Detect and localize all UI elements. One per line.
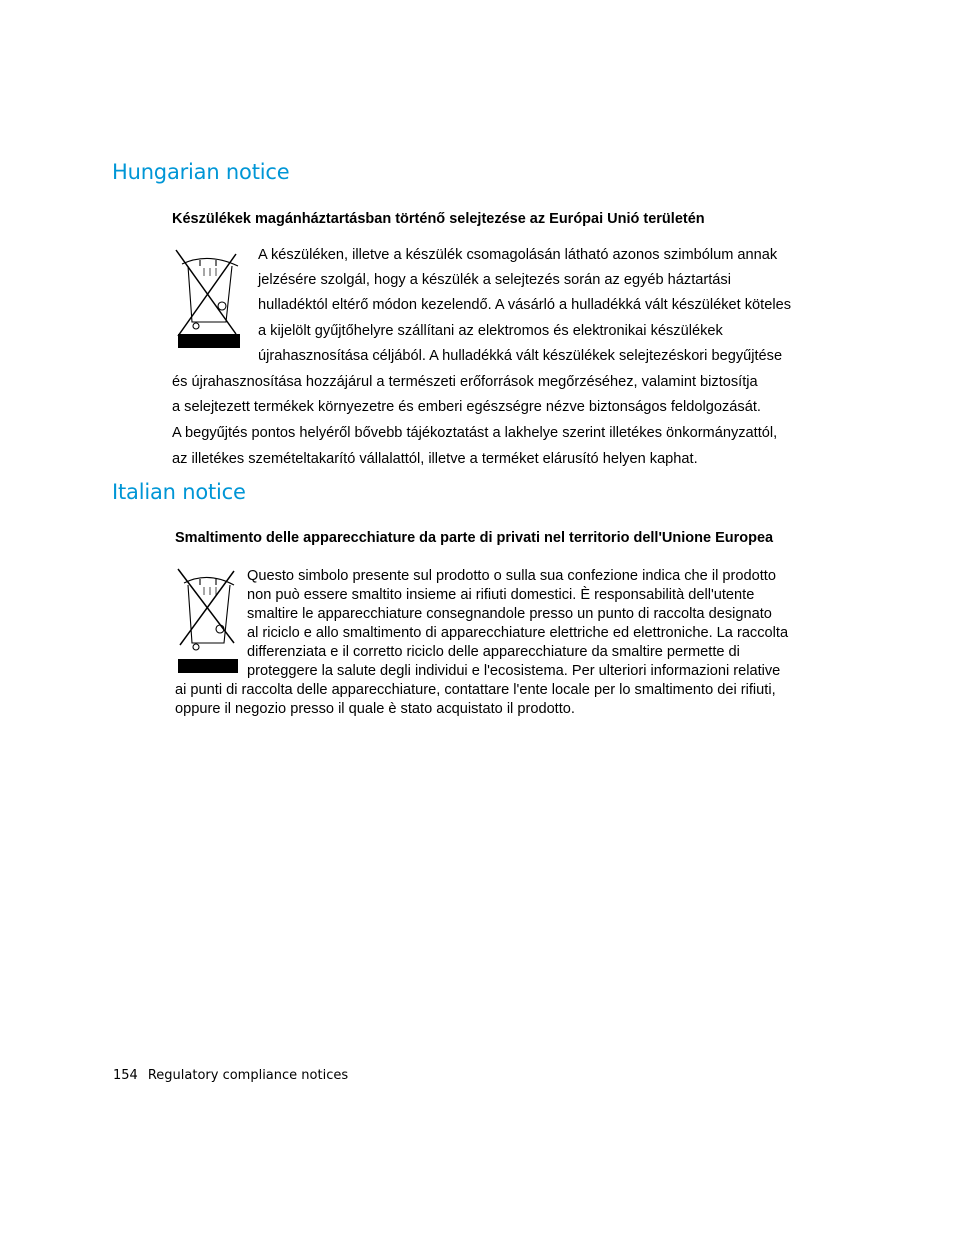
italian-text-line: differenziata e il corretto riciclo delle apparecchiature da smaltire permette di (247, 644, 740, 660)
page-footer (113, 1068, 348, 1083)
page-number: 154 (113, 1068, 138, 1083)
hungarian-subheading: Készülékek magánháztartásban történő selejtezése az Európai Unió területén (172, 211, 705, 227)
italian-text-line: smaltire le apparecchiature consegnandole presso un punto di raccolta designato (247, 606, 772, 622)
hungarian-notice-heading: Hungarian notice (112, 160, 290, 184)
weee-crossed-bin-icon (176, 567, 239, 677)
hungarian-text-line: hulladéktól eltérő módon kezelendő. A vásárló a hulladékká vált készüléket köteles (258, 297, 791, 313)
italian-notice-heading: Italian notice (112, 480, 246, 504)
italian-text-line: ai punti di raccolta delle apparecchiature, contattare l'ente locale per lo smaltimento dei rifiuti, (175, 682, 776, 698)
italian-text-line: proteggere la salute degli individui e l'ecosistema. Per ulteriori informazioni relative (247, 663, 781, 679)
italian-text-line: non può essere smaltito insieme ai rifiuti domestici. È responsabilità dell'utente (247, 587, 755, 603)
italian-text-line: Questo simbolo presente sul prodotto o sulla sua confezione indica che il prodotto (247, 568, 776, 584)
hungarian-text-line: jelzésére szolgál, hogy a készülék a selejtezés során az egyéb háztartási (258, 272, 731, 288)
italian-subheading: Smaltimento delle apparecchiature da parte di privati nel territorio dell'Unione Europea (175, 530, 774, 546)
hungarian-text-line: a selejtezett termékek környezetre és emberi egészségre nézve biztonságos feldolgozását. (172, 399, 761, 415)
hungarian-text-line: újrahasznosítása céljából. A hulladékká vált készülékek selejtezéskori begyűjtése (258, 348, 783, 364)
footer-section-title: Regulatory compliance notices (147, 1068, 349, 1083)
hungarian-text-line: és újrahasznosítása hozzájárul a természeti erőforrások megőrzéséhez, valamint biztosítja (172, 374, 758, 390)
hungarian-text-line: az illetékes szemételtakarító vállalattól, illetve a terméket elárusító helyen kaphat. (172, 451, 698, 467)
italian-text-line: oppure il negozio presso il quale è stato acquistato il prodotto. (175, 701, 575, 717)
hungarian-text-line: A begyűjtés pontos helyéről bővebb tájékoztatást a lakhelye szerint illetékes önkormányzattól, (172, 425, 778, 441)
hungarian-text-line: a kijelölt gyűjtőhelyre szállítani az elektromos és elektronikai készülékek (258, 323, 723, 339)
italian-text-line: al riciclo e allo smaltimento di apparecchiature elettriche ed elettroniche. La raccolta (247, 625, 789, 641)
hungarian-text-line: A készüléken, illetve a készülék csomagolásán látható azonos szimbólum annak (258, 247, 778, 263)
